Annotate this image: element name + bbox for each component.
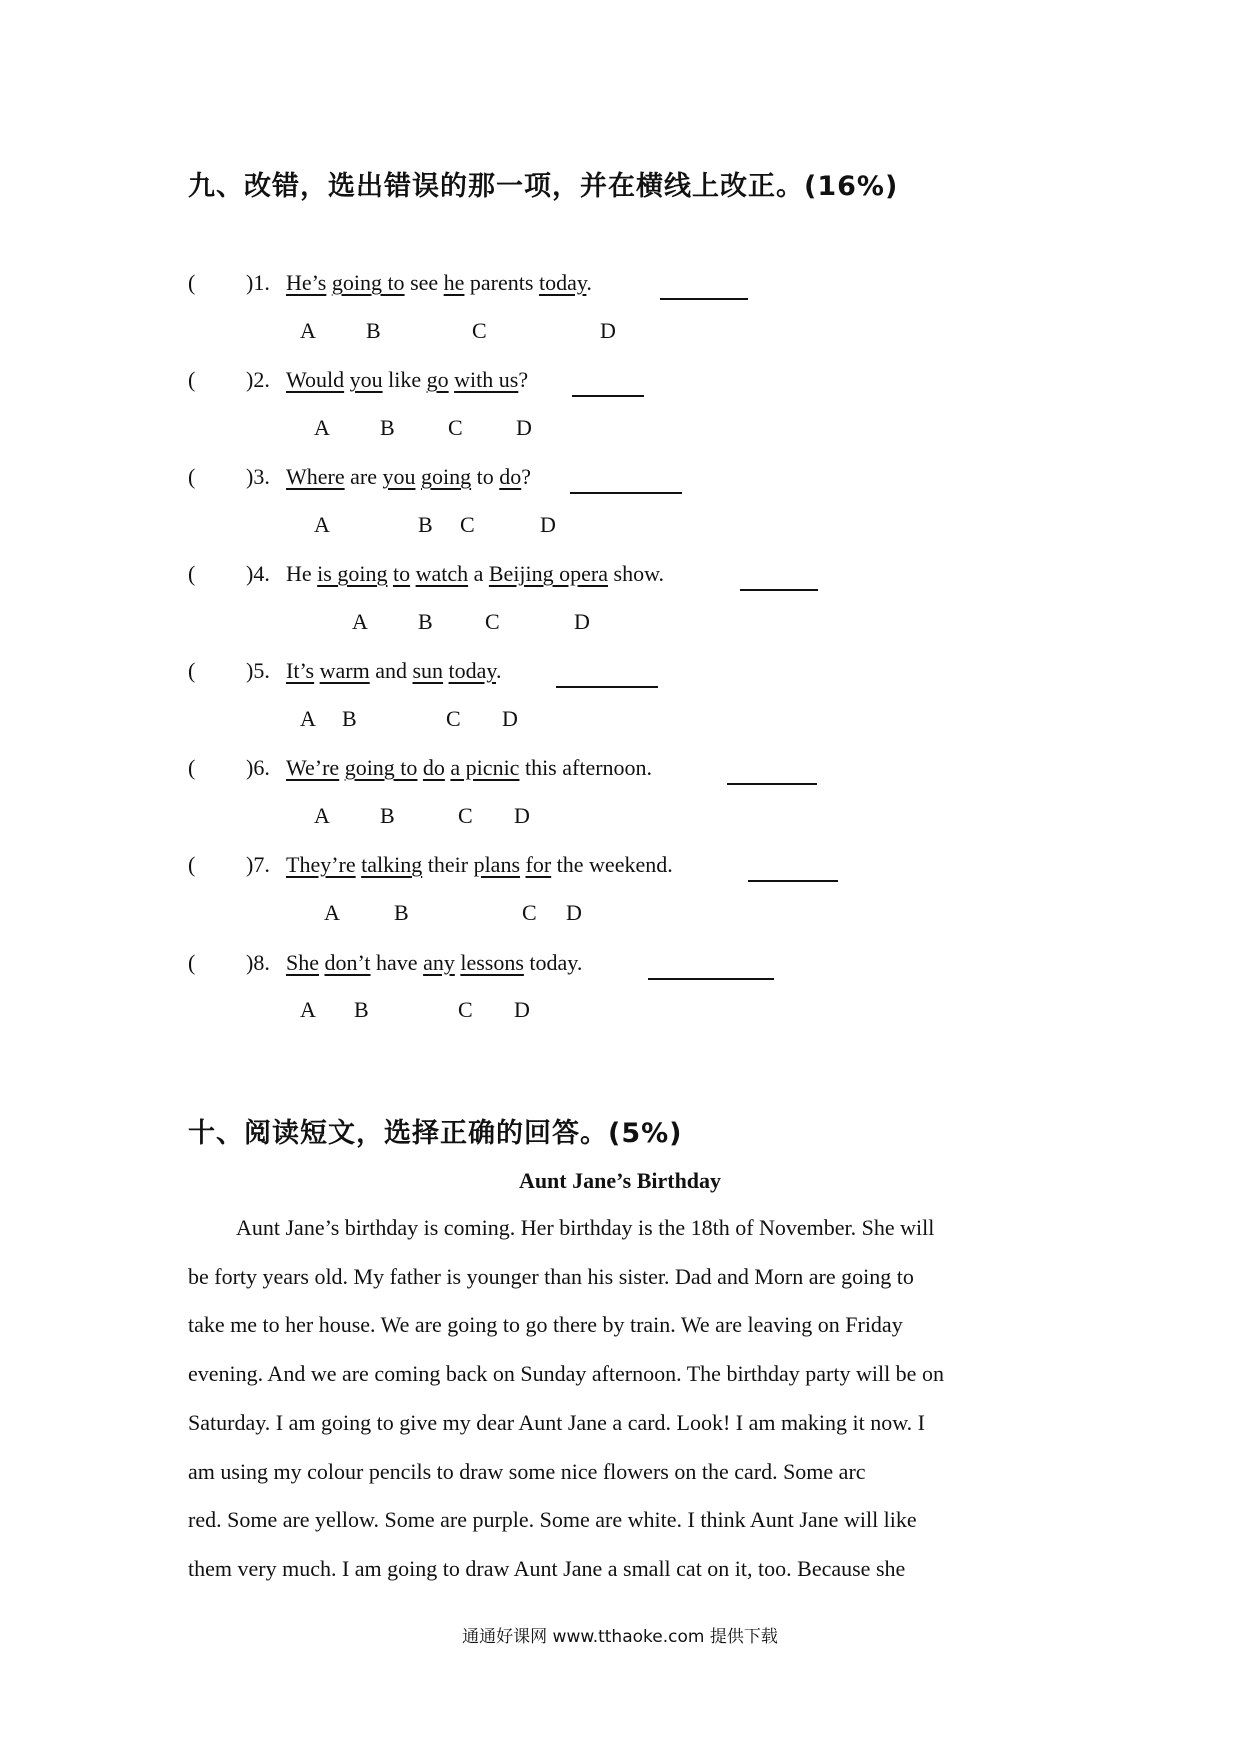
section-10-heading: 十、阅读短文，选择正确的回答。(5%) [188, 1118, 683, 1149]
underlined-option: going to [344, 755, 418, 780]
option-letter: D [514, 997, 530, 1022]
question-number: )1. [246, 270, 270, 295]
correction-blank[interactable] [570, 474, 682, 494]
question-number: )8. [246, 950, 270, 975]
sentence-text: their [422, 852, 474, 877]
underlined-option: for [525, 852, 552, 877]
sentence-text: to [471, 464, 500, 489]
story-title: Aunt Jane’s Birthday [518, 1168, 722, 1193]
option-letter: C [472, 318, 487, 343]
question-number: )3. [246, 464, 270, 489]
correction-blank[interactable] [648, 960, 774, 980]
option-letter: C [485, 609, 500, 634]
footer-source: 通通好课网 www.tthaoke.com 提供下载 [462, 1627, 778, 1647]
passage-line: Aunt Jane’s birthday is coming. Her birthday is the 18th of November. She will [236, 1215, 935, 1240]
question-number: )4. [246, 561, 270, 586]
answer-paren: ( [188, 755, 196, 780]
question-1 [188, 270, 592, 296]
underlined-option: is going [317, 561, 388, 586]
option-letter: D [502, 706, 518, 731]
underlined-option: warm [319, 658, 370, 683]
sentence-text: ? [521, 464, 531, 489]
question-7 [188, 852, 673, 878]
option-letter: A [314, 512, 330, 537]
underlined-option: lessons [460, 950, 524, 975]
sentence-text: this afternoon. [519, 755, 653, 780]
correction-blank[interactable] [660, 280, 748, 300]
passage-line: evening. And we are coming back on Sunday afternoon. The birthday party will be on [188, 1361, 944, 1387]
question-number: )6. [246, 755, 270, 780]
option-letter: B [380, 415, 395, 440]
sentence-text: a [468, 561, 489, 586]
correction-blank[interactable] [572, 377, 644, 397]
underlined-option: It’s [286, 658, 315, 683]
question-4 [188, 561, 664, 587]
question-5 [188, 658, 502, 684]
underlined-option: do [499, 464, 522, 489]
question-number: )2. [246, 367, 270, 392]
underlined-option: today [448, 658, 496, 683]
underlined-option: he [443, 270, 465, 295]
question-2 [188, 367, 528, 393]
option-letter: C [458, 997, 473, 1022]
underlined-option: a picnic [450, 755, 520, 780]
question-number: )7. [246, 852, 270, 877]
option-letter: D [574, 609, 590, 634]
option-letter: B [380, 803, 395, 828]
underlined-option: talking [361, 852, 423, 877]
underlined-option: don’t [324, 950, 371, 975]
underlined-option: watch [415, 561, 469, 586]
option-letter: B [366, 318, 381, 343]
sentence-text: the weekend. [551, 852, 673, 877]
answer-paren: ( [188, 367, 196, 392]
answer-paren: ( [188, 561, 196, 586]
underlined-option: go [426, 367, 449, 392]
correction-blank[interactable] [748, 862, 838, 882]
passage-line: be forty years old. My father is younger than his sister. Dad and Morn are going to [188, 1263, 914, 1289]
passage-line: Saturday. I am going to give my dear Aunt Jane a card. Look! I am making it now. I [188, 1409, 926, 1435]
option-letter: D [600, 318, 616, 343]
option-letter: D [566, 900, 582, 925]
sentence-text: . [586, 270, 592, 295]
option-letter: C [448, 415, 463, 440]
underlined-option: with us [454, 367, 519, 392]
passage-line: am using my colour pencils to draw some nice flowers on the card. Some arc [188, 1458, 866, 1484]
underlined-option: you [382, 464, 416, 489]
option-letter: A [314, 415, 330, 440]
option-letter: A [300, 997, 316, 1022]
option-letter: D [540, 512, 556, 537]
question-8 [188, 950, 582, 976]
sentence-text: parents [464, 270, 539, 295]
question-number: )5. [246, 658, 270, 683]
option-letter: D [516, 415, 532, 440]
underlined-option: going to [331, 270, 405, 295]
answer-paren: ( [188, 852, 196, 877]
underlined-option: today [538, 270, 587, 295]
underlined-option: to [392, 561, 411, 586]
option-letter: A [300, 706, 316, 731]
underlined-option: you [349, 367, 383, 392]
underlined-option: She [286, 950, 319, 975]
passage-line: take me to her house. We are going to go there by train. We are leaving on Friday [188, 1312, 903, 1338]
option-letter: B [354, 997, 369, 1022]
underlined-option: Beijing opera [488, 561, 609, 586]
sentence-text: have [370, 950, 424, 975]
option-letter: B [394, 900, 409, 925]
answer-paren: ( [188, 950, 196, 975]
sentence-text: He [286, 561, 318, 586]
underlined-option: any [423, 950, 455, 975]
answer-paren: ( [188, 464, 196, 489]
underlined-option: going [420, 464, 472, 489]
sentence-text: show. [608, 561, 665, 586]
underlined-option: Would [286, 367, 345, 392]
option-letter: C [446, 706, 461, 731]
option-letter: A [300, 318, 316, 343]
sentence-text: like [382, 367, 427, 392]
option-letter: C [458, 803, 473, 828]
answer-paren: ( [188, 658, 196, 683]
option-letter: C [460, 512, 475, 537]
underlined-option: sun [412, 658, 444, 683]
underlined-option: We’re [286, 755, 340, 780]
passage-line: them very much. I am going to draw Aunt Jane a small cat on it, too. Because she [188, 1555, 906, 1581]
correction-blank[interactable] [556, 668, 658, 688]
underlined-option: They’re [286, 852, 356, 877]
option-letter: A [352, 609, 368, 634]
underlined-option: Where [286, 464, 345, 489]
question-6 [188, 755, 652, 781]
option-letter: B [418, 512, 433, 537]
option-letter: A [324, 900, 340, 925]
correction-blank[interactable] [727, 765, 817, 785]
option-letter: C [522, 900, 537, 925]
sentence-text: are [344, 464, 383, 489]
correction-blank[interactable] [740, 571, 818, 591]
underlined-option: do [422, 755, 445, 780]
option-letter: A [314, 803, 330, 828]
underlined-option: He’s [286, 270, 327, 295]
option-letter: B [418, 609, 433, 634]
sentence-text: . [496, 658, 502, 683]
underlined-option: plans [473, 852, 521, 877]
question-3 [188, 464, 531, 490]
sentence-text: ? [518, 367, 529, 392]
section-9-heading: 九、改错，选出错误的那一项，并在横线上改正。(16%) [188, 171, 899, 202]
sentence-text: see [404, 270, 444, 295]
option-letter: D [514, 803, 530, 828]
sentence-text: and [369, 658, 413, 683]
passage-line: red. Some are yellow. Some are purple. Some are white. I think Aunt Jane will like [188, 1507, 917, 1533]
sentence-text: today. [523, 950, 583, 975]
option-letter: B [342, 706, 357, 731]
answer-paren: ( [188, 270, 196, 295]
